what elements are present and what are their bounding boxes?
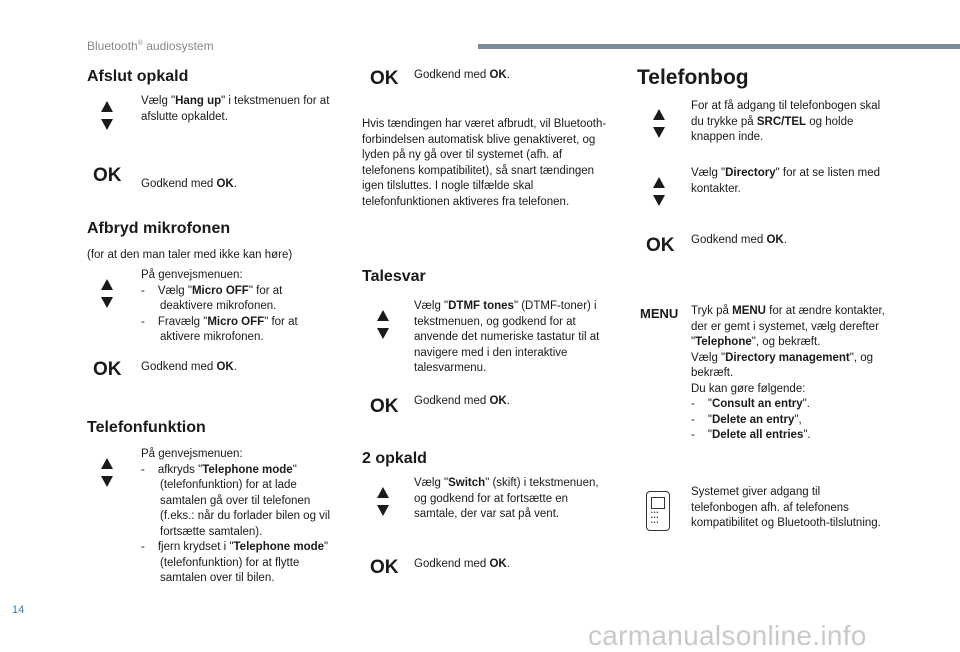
afbryd-steps: På genvejsmenuen: - Vælg "Micro OFF" for at deaktivere mikrofonen. - Fravælg "Micro OFF" for at aktivere mikrofonen. xyxy=(141,269,298,343)
afslut-confirm: Godkend med OK. xyxy=(141,178,237,190)
heading-afslut-opkald: Afslut opkald xyxy=(87,68,189,85)
menu-icon: MENU xyxy=(640,306,679,321)
ok-icon: OK xyxy=(370,68,399,89)
telefonbog-confirm: Godkend med OK. xyxy=(691,234,787,246)
toopkald-confirm: Godkend med OK. xyxy=(414,558,510,570)
up-down-arrows-icon xyxy=(651,177,667,206)
page-number: 14 xyxy=(12,604,25,616)
phone-compat-note: Systemet giver adgang til telefonbogen afh. af telefonens kompatibilitet og Bluetooth-tilslutning. xyxy=(691,486,881,529)
heading-afbryd-mikrofonen: Afbryd mikrofonen xyxy=(87,220,231,237)
up-down-arrows-icon xyxy=(99,458,115,487)
talesvar-confirm: Godkend med OK. xyxy=(414,395,510,407)
heading-telefonfunktion: Telefonfunktion xyxy=(87,419,206,436)
header-bar xyxy=(478,44,960,49)
ok-icon: OK xyxy=(370,557,399,578)
watermark: carmanualsonline.info xyxy=(588,620,867,651)
ok-icon: OK xyxy=(93,359,122,380)
up-down-arrows-icon xyxy=(375,310,391,339)
col2-top-confirm: Godkend med OK. xyxy=(414,69,510,81)
up-down-arrows-icon xyxy=(651,109,667,138)
afbryd-note: (for at den man taler med ikke kan høre) xyxy=(87,249,293,261)
telefonbog-step2: Vælg "Directory" for at se listen med kontakter. xyxy=(691,167,881,195)
up-down-arrows-icon xyxy=(99,101,115,130)
up-down-arrows-icon xyxy=(99,279,115,308)
toopkald-step: Vælg "Switch" (skift) i tekstmenuen, og godkend for at fortsætte en samtale, der var sat på vent. xyxy=(414,477,599,520)
up-down-arrows-icon xyxy=(375,487,391,516)
telefonbog-step1: For at få adgang til telefonbogen skal du trykke på SRC/TEL og holde knappen inde. xyxy=(691,100,881,143)
telefonbog-menu-steps: Tryk på MENU for at ændre kontakter, der er gemt i systemet, vælg derefter "Telephone", og bekræft. Vælg "Directory management", og bekræft. Du kan gøre følgende: - "Consult an entry". - "Delete an entry", - "Delete all entries". xyxy=(691,305,885,441)
heading-telefonbog: Telefonbog xyxy=(637,66,749,89)
reconnect-paragraph: Hvis tændingen har været afbrudt, vil Bluetooth-forbindelsen automatisk blive genaktiveret, og lyden på ny gå over til systemet (afh. af telefonens kompatibilitet), så snart tændingen igen tilsluttes. I nogle tilfælde skal telefonfunktionen aktiveres fra telefonen. xyxy=(362,118,607,208)
afslut-step: Vælg "Hang up" i tekstmenuen for at afslutte opkaldet. xyxy=(141,95,330,123)
afbryd-confirm: Godkend med OK. xyxy=(141,361,237,373)
mobile-phone-icon: ••• ••• ••• xyxy=(646,491,670,531)
heading-2-opkald: 2 opkald xyxy=(362,450,427,467)
header-title: Bluetooth® audiosystem xyxy=(87,39,214,53)
ok-icon: OK xyxy=(370,396,399,417)
ok-icon: OK xyxy=(93,165,122,186)
ok-icon: OK xyxy=(646,235,675,256)
heading-talesvar: Talesvar xyxy=(362,268,426,285)
talesvar-step: Vælg "DTMF tones" (DTMF-toner) i tekstmenuen, og godkend for at anvende det numeriske tastatur til at navigere med i den interaktive talesvarmenu. xyxy=(414,300,600,374)
telefonfunktion-steps: På genvejsmenuen: - afkryds "Telephone mode" (telefonfunktion) for at lade samtalen gå over til telefonen (f.eks.: når du forlader bilen og vil fortsætte samtalen). - fjern krydset i "Telephone mode" (telefonfunktion) for at flytte samtalen over til bilen. xyxy=(141,448,331,584)
